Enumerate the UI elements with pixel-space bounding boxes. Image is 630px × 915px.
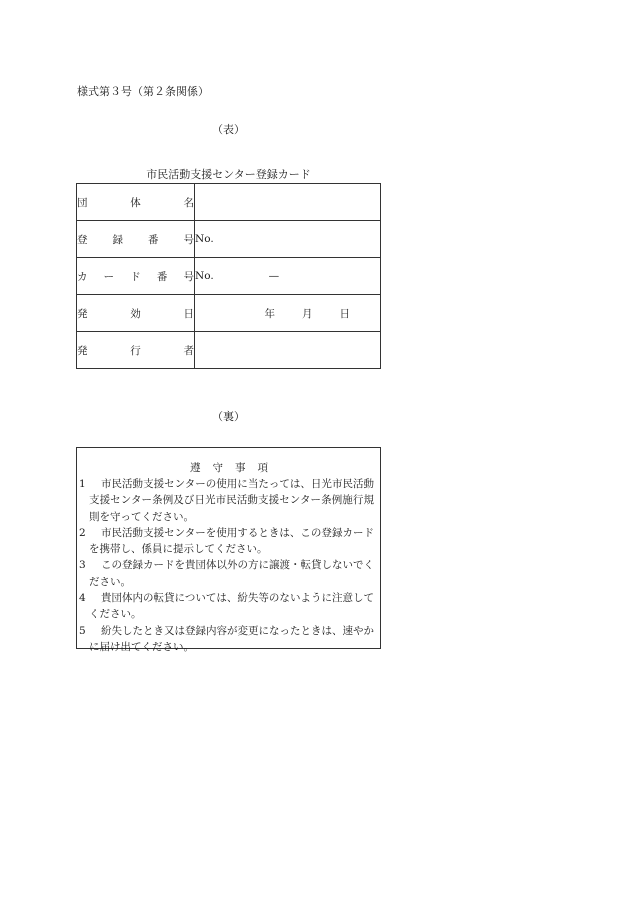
rule-item (79, 623, 374, 656)
date-month: 月 (302, 307, 313, 320)
label-group-name: 団 体 名 (77, 184, 195, 221)
row-card-number (77, 258, 381, 295)
card-number-dash: — (268, 270, 280, 282)
rule-item (79, 476, 374, 525)
rules-title: 遵 守 事 項 (190, 462, 268, 474)
label-card-number: カ ー ド 番 号 (77, 258, 195, 295)
row-issue-date (77, 295, 381, 332)
rule-number: 5 (79, 624, 86, 637)
rule-text: 市民活動支援センターを使用するときは、この登録カードを携帯し、係員に提示してください。 (89, 526, 374, 556)
rules-box (76, 447, 381, 653)
row-registration-number (77, 221, 381, 258)
date-year: 年 (264, 307, 275, 320)
front-side-label: （表） (212, 123, 245, 136)
value-card-number (195, 258, 381, 295)
rule-number: 1 (79, 478, 86, 490)
value-registration-number: No. (195, 221, 381, 258)
rule-text: 貴団体内の転貸については、紛失等のないように注意してください。 (89, 592, 374, 621)
rule-text: 市民活動支援センターの使用に当たっては、日光市民活動支援センター条例及び日光市民活動支援センター条例施行規則を守ってください。 (89, 478, 374, 523)
rule-number: 2 (79, 526, 86, 539)
rule-text: この登録カードを貴団体以外の方に譲渡・転貸しないでください。 (89, 559, 374, 588)
card-title: 市民活動支援センター登録カード (146, 168, 311, 181)
rule-number: 4 (79, 592, 86, 605)
registration-card-table (76, 183, 381, 369)
value-issuer (195, 332, 381, 369)
label-issue-date: 発 効 日 (77, 295, 195, 332)
row-group-name (77, 184, 381, 221)
rule-item (79, 525, 374, 558)
value-group-name (195, 184, 381, 221)
back-side-label: （裏） (212, 410, 245, 423)
rule-item (79, 557, 374, 590)
label-issuer: 発 行 者 (77, 332, 195, 369)
form-number: 様式第３号（第２条関係） (77, 85, 209, 98)
rule-item (79, 590, 374, 623)
rule-text: 紛失したとき又は登録内容が変更になったときは、速やかに届け出てください。 (89, 624, 374, 653)
rule-number: 3 (79, 559, 86, 572)
card-number-prefix: No. (195, 270, 214, 282)
row-issuer (77, 332, 381, 369)
value-issue-date (195, 295, 381, 332)
date-day: 日 (339, 307, 350, 320)
label-registration-number: 登 録 番 号 (77, 221, 195, 258)
